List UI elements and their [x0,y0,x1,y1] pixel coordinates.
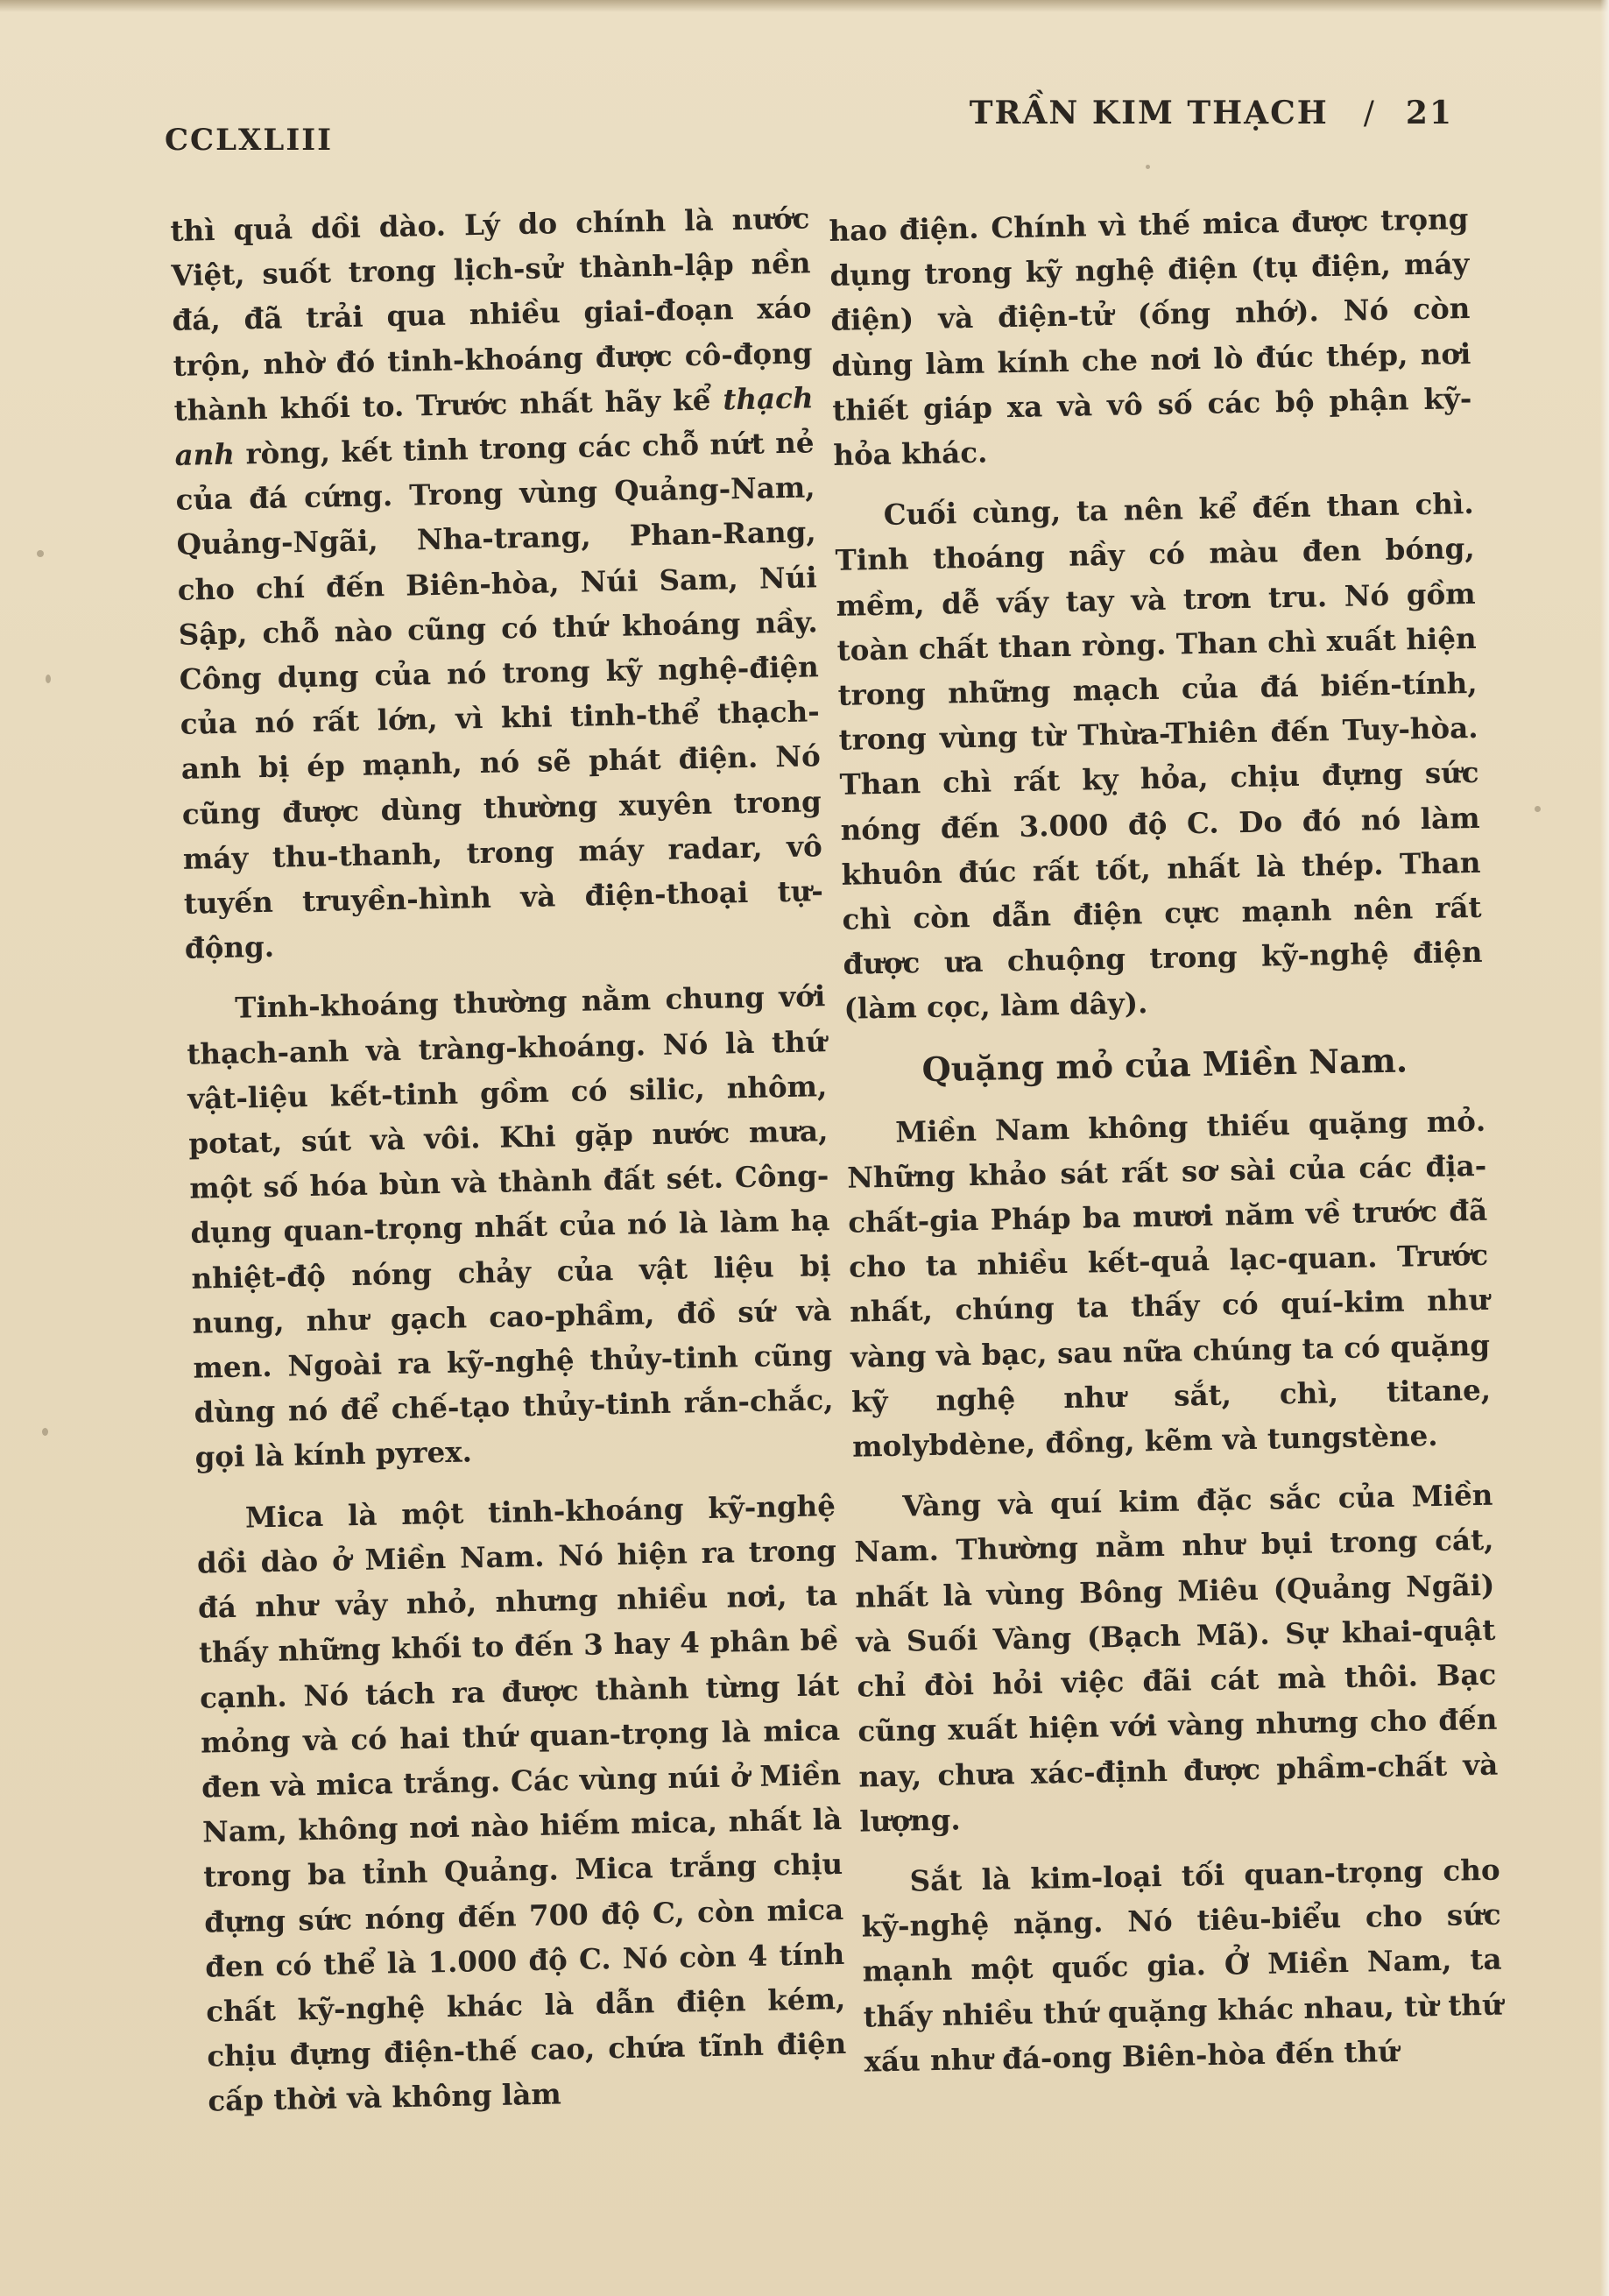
ink-speck [1535,806,1541,812]
paragraph: Sắt là kim-loại tối quan-trọng cho kỹ-nghệ nặng. Nó tiêu-biểu cho sức mạnh một quốc gia. Ở Miền Nam, ta thấy nhiều thứ quặng khác nhau, từ thứ xấu như đá-ong Biên-hòa đến thứ [861,1852,1503,2079]
paragraph-text: ròng, kết tinh trong các chỗ nứt nẻ của đá cứng. Trong vùng Quảng-Nam, Quảng-Ngãi, Nha-trang, Phan-Rang, cho chí đến Biên-hòa, Núi Sam, Núi Sập, chỗ nào cũng có thứ khoáng nầy. Công dụng của nó trong kỹ nghệ-điện của nó rất lớn, vì khi tinh-thể thạch-anh bị ép mạnh, nó sẽ phát điện. Nó cũng được dùng thường xuyên trong máy thu-thanh, trong máy radar, vô tuyến truyền-hình và điện-thoại tự-động. [175,425,824,966]
paragraph: Miền Nam không thiếu quặng mỏ. Những khảo sát rất sơ sài của các địa-chất-gia Pháp ba mươi năm về trước đã cho ta nhiều kết-quả lạc-quan. Trước nhất, chúng ta thấy có quí-kim như vàng và bạc, sau nữa chúng ta có quặng kỹ nghệ như sắt, chì, titane, molybdène, đồng, kẽm và tungstène. [846,1103,1492,1464]
section-heading: Quặng mỏ của Miền Nam. [921,1040,1408,1089]
paragraph: Cuối cùng, ta nên kể đến than chì. Tinh thoáng nầy có màu đen bóng, mềm, dễ vấy tay và trơn tru. Nó gồm toàn chất than ròng. Than chì xuất hiện trong những mạch của đá biến-tính, trong vùng từ Thừa-Thiên đến Tuy-hòa. Than chì rất kỵ hỏa, chịu đựng sức nóng đến 3.000 độ C. Do đó nó làm khuôn đúc rất tốt, nhất là thép. Than chì còn dẫn điện cực mạnh nên rất được ưa chuộng trong kỹ-nghệ điện (làm cọc, làm dây). [835,486,1483,1027]
running-header-left: CCLXLIII [165,123,334,158]
header-separator: / [1363,95,1376,131]
page-top-edge [0,0,1609,12]
paragraph: Mica là một tinh-khoáng kỹ-nghệ dồi dào ở Miền Nam. Nó hiện ra trong đá như vảy nhỏ, nhưng nhiều nơi, ta thấy những khối to đến 3 hay 4 phân bề cạnh. Nó tách ra được thành từng lát mỏng và có hai thứ quan-trọng là mica đen và mica trắng. Các vùng núi ở Miền Nam, không nơi nào hiếm mica, nhất là trong ba tỉnh Quảng. Mica trắng chịu đựng sức nóng đến 700 độ C, còn mica đen có thể là 1.000 độ C. Nó còn 4 tính chất kỹ-nghệ khác là dẫn điện kém, chịu đựng điện-thế cao, chứa tĩnh điện cấp thời và không làm [196,1487,847,2118]
page-number: 21 [1405,95,1453,131]
author-name: TRẦN KIM THẠCH [969,95,1329,131]
paragraph-text: thì quả dồi dào. Lý do chính là nước Việt, suốt trong lịch-sử thành-lập nền đá, đã trải qua nhiều giai-đoạn xáo trộn, nhờ đó tinh-khoáng được cô-đọng thành khối to. Trước nhất hãy kể [170,201,813,427]
paragraph: hao điện. Chính vì thế mica được trọng dụng trong kỹ nghệ điện (tụ điện, máy điện) và điện-tử (ống nhớ). Nó còn dùng làm kính che nơi lò đúc thép, nơi thiết giáp xa và vô số các bộ phận kỹ-hỏa khác. [829,201,1472,472]
right-text-column [829,196,1504,2100]
paragraph: Tinh-khoáng thường nằm chung với thạch-anh và tràng-khoáng. Nó là thứ vật-liệu kết-tinh gồm có silic, nhôm, potat, sút và vôi. Khi gặp nước mưa, một số hóa bùn và thành đất sét. Công-dụng quan-trọng nhất của nó là làm hạ nhiệt-độ nóng chảy của vật liệu bị nung, như gạch cao-phầm, đồ sứ và men. Ngoài ra kỹ-nghệ thủy-tinh cũng dùng nó để chế-tạo thủy-tinh rắn-chắc, gọi là kính pyrex. [186,978,834,1475]
page-right-edge [1600,0,1609,2296]
ink-speck [37,550,44,557]
left-text-column [170,195,848,2139]
ink-speck [1146,165,1150,169]
running-header-right [970,95,1453,131]
emphasis-text: thạch anh [174,380,814,472]
paragraph [170,195,824,971]
paragraph: Vàng và quí kim đặc sắc của Miền Nam. Thường nằm như bụi trong cát, nhất là vùng Bông Miêu (Quảng Ngãi) và Suối Vàng (Bạch Mã). Sự khai-quật chỉ đòi hỏi việc đãi cát mà thôi. Bạc cũng xuất hiện với vàng nhưng cho đến nay, chưa xác-định được phầm-chất và lượng. [854,1477,1499,1839]
ink-speck [42,1428,48,1436]
ink-speck [46,675,51,683]
